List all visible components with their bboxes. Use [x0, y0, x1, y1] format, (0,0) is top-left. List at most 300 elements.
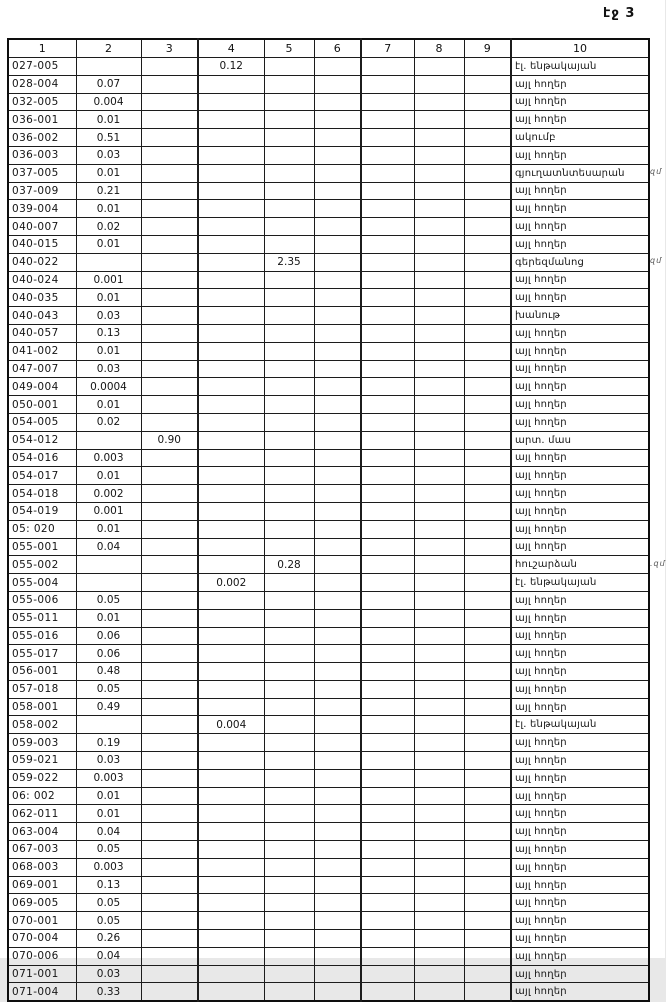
value-cell — [264, 538, 314, 556]
value-cell — [414, 324, 464, 342]
land-use-cell: այլ հողեր — [511, 218, 649, 236]
value-cell — [464, 467, 511, 485]
value-cell — [414, 378, 464, 396]
value-cell — [198, 378, 264, 396]
value-cell — [314, 235, 361, 253]
value-cell: 0.04 — [76, 538, 141, 556]
value-cell — [361, 734, 414, 752]
value-cell — [464, 983, 511, 1001]
table-row — [8, 164, 649, 182]
value-cell — [141, 485, 198, 503]
land-use-cell: գերեզմանոց — [511, 253, 649, 271]
value-cell — [361, 538, 414, 556]
value-cell — [464, 271, 511, 289]
value-cell — [198, 289, 264, 307]
value-cell — [141, 413, 198, 431]
value-cell — [264, 75, 314, 93]
value-cell — [414, 947, 464, 965]
value-cell: 0.01 — [76, 520, 141, 538]
value-cell — [314, 324, 361, 342]
value-cell — [414, 574, 464, 592]
value-cell — [264, 734, 314, 752]
land-use-cell: գյուղատնտեսարան — [511, 164, 649, 182]
parcel-code-cell: 039-004 — [8, 200, 76, 218]
value-cell — [141, 324, 198, 342]
table-row — [8, 698, 649, 716]
value-cell: 0.05 — [76, 591, 141, 609]
value-cell — [198, 520, 264, 538]
value-cell — [198, 698, 264, 716]
table-row — [8, 396, 649, 414]
value-cell — [264, 627, 314, 645]
land-use-cell: այլ հողեր — [511, 663, 649, 681]
value-cell — [414, 841, 464, 859]
value-cell — [264, 912, 314, 930]
parcel-code-cell: 059-021 — [8, 752, 76, 770]
land-use-cell: այլ հողեր — [511, 485, 649, 503]
land-use-cell: այլ հողեր — [511, 378, 649, 396]
value-cell — [314, 378, 361, 396]
land-use-cell: այլ հողեր — [511, 734, 649, 752]
value-cell — [141, 947, 198, 965]
value-cell — [414, 734, 464, 752]
table-row — [8, 75, 649, 93]
value-cell — [361, 200, 414, 218]
value-cell — [198, 360, 264, 378]
value-cell — [141, 574, 198, 592]
value-cell — [76, 58, 141, 76]
value-cell — [414, 431, 464, 449]
value-cell — [314, 413, 361, 431]
value-cell — [314, 752, 361, 770]
table-row — [8, 342, 649, 360]
value-cell — [464, 360, 511, 378]
value-cell — [464, 769, 511, 787]
parcel-code-cell: 040-057 — [8, 324, 76, 342]
value-cell: 0.01 — [76, 235, 141, 253]
value-cell — [414, 111, 464, 129]
value-cell — [264, 769, 314, 787]
value-cell — [141, 591, 198, 609]
value-cell — [141, 467, 198, 485]
value-cell — [414, 627, 464, 645]
value-cell — [314, 485, 361, 503]
value-cell — [141, 983, 198, 1001]
table-row — [8, 663, 649, 681]
value-cell — [198, 769, 264, 787]
value-cell: 0.003 — [76, 449, 141, 467]
value-cell — [198, 111, 264, 129]
value-cell — [464, 93, 511, 111]
land-use-cell: այլ հողեր — [511, 289, 649, 307]
value-cell — [198, 965, 264, 983]
value-cell — [314, 502, 361, 520]
value-cell — [361, 574, 414, 592]
land-use-cell: այլ հողեր — [511, 627, 649, 645]
value-cell — [141, 75, 198, 93]
value-cell: 0.06 — [76, 645, 141, 663]
value-cell — [264, 431, 314, 449]
value-cell — [414, 342, 464, 360]
value-cell — [141, 663, 198, 681]
land-use-cell: խանութ — [511, 307, 649, 325]
value-cell — [264, 235, 314, 253]
value-cell — [361, 75, 414, 93]
value-cell — [314, 93, 361, 111]
table-row — [8, 876, 649, 894]
table-row — [8, 502, 649, 520]
table-row — [8, 129, 649, 147]
value-cell — [314, 556, 361, 574]
value-cell — [314, 805, 361, 823]
value-cell — [361, 378, 414, 396]
value-cell — [361, 164, 414, 182]
value-cell — [141, 111, 198, 129]
parcel-code-cell: 070-001 — [8, 912, 76, 930]
value-cell — [141, 307, 198, 325]
value-cell: 0.01 — [76, 787, 141, 805]
value-cell — [414, 663, 464, 681]
value-cell — [198, 823, 264, 841]
value-cell — [314, 360, 361, 378]
value-cell: 0.13 — [76, 876, 141, 894]
value-cell — [198, 947, 264, 965]
table-row — [8, 716, 649, 734]
parcel-code-cell: 058-002 — [8, 716, 76, 734]
land-use-cell: այլ հողեր — [511, 680, 649, 698]
value-cell — [198, 841, 264, 859]
value-cell: 0.01 — [76, 805, 141, 823]
value-cell — [264, 947, 314, 965]
value-cell — [464, 218, 511, 236]
value-cell: 0.05 — [76, 680, 141, 698]
value-cell — [76, 574, 141, 592]
value-cell — [464, 663, 511, 681]
value-cell — [264, 360, 314, 378]
value-cell — [141, 805, 198, 823]
value-cell — [198, 431, 264, 449]
value-cell — [76, 253, 141, 271]
parcel-code-cell: 054-016 — [8, 449, 76, 467]
land-use-cell: ակումբ — [511, 129, 649, 147]
parcel-code-cell: 036-001 — [8, 111, 76, 129]
value-cell — [361, 947, 414, 965]
value-cell — [198, 396, 264, 414]
value-cell — [464, 858, 511, 876]
land-use-cell: այլ հողեր — [511, 983, 649, 1001]
value-cell — [414, 965, 464, 983]
value-cell — [464, 164, 511, 182]
table-row — [8, 930, 649, 948]
value-cell — [141, 858, 198, 876]
value-cell — [198, 912, 264, 930]
value-cell — [314, 947, 361, 965]
table-row — [8, 858, 649, 876]
value-cell — [141, 396, 198, 414]
table-row — [8, 769, 649, 787]
land-use-cell: այլ հողեր — [511, 502, 649, 520]
land-use-cell: այլ հողեր — [511, 360, 649, 378]
parcel-code-cell: 054-018 — [8, 485, 76, 503]
value-cell — [361, 752, 414, 770]
value-cell — [414, 467, 464, 485]
parcel-code-cell: 055-002 — [8, 556, 76, 574]
parcel-code-cell: 032-005 — [8, 93, 76, 111]
value-cell — [361, 485, 414, 503]
parcel-code-cell: 063-004 — [8, 823, 76, 841]
land-use-cell: այլ հողեր — [511, 342, 649, 360]
value-cell — [141, 164, 198, 182]
value-cell — [414, 164, 464, 182]
value-cell — [264, 574, 314, 592]
value-cell — [361, 680, 414, 698]
column-header: 2 — [76, 39, 141, 58]
value-cell — [141, 787, 198, 805]
value-cell — [464, 253, 511, 271]
value-cell — [314, 574, 361, 592]
table-row — [8, 324, 649, 342]
parcel-code-cell: 06: 002 — [8, 787, 76, 805]
value-cell — [464, 823, 511, 841]
value-cell: 0.06 — [76, 627, 141, 645]
parcel-code-cell: 071-004 — [8, 983, 76, 1001]
land-use-cell: այլ հողեր — [511, 413, 649, 431]
land-use-cell: էլ. ենթակայան — [511, 58, 649, 76]
page-number-label: էջ 3 — [603, 6, 636, 21]
value-cell — [361, 413, 414, 431]
value-cell — [361, 218, 414, 236]
value-cell — [264, 378, 314, 396]
value-cell: 0.003 — [76, 858, 141, 876]
value-cell — [198, 983, 264, 1001]
value-cell — [414, 93, 464, 111]
value-cell — [264, 894, 314, 912]
table-row — [8, 983, 649, 1001]
handwritten-margin-mark: զմ — [650, 167, 663, 176]
value-cell — [464, 502, 511, 520]
value-cell — [464, 235, 511, 253]
value-cell — [464, 894, 511, 912]
value-cell: 0.002 — [198, 574, 264, 592]
value-cell — [264, 787, 314, 805]
land-use-cell: այլ հողեր — [511, 752, 649, 770]
value-cell — [361, 823, 414, 841]
value-cell — [414, 413, 464, 431]
table-row — [8, 752, 649, 770]
land-use-cell: այլ հողեր — [511, 823, 649, 841]
value-cell — [264, 271, 314, 289]
land-use-cell: այլ հողեր — [511, 146, 649, 164]
table-row — [8, 431, 649, 449]
value-cell — [264, 609, 314, 627]
parcel-code-cell: 057-018 — [8, 680, 76, 698]
column-header: 9 — [464, 39, 511, 58]
parcel-code-cell: 040-007 — [8, 218, 76, 236]
value-cell: 0.51 — [76, 129, 141, 147]
parcel-code-cell: 067-003 — [8, 841, 76, 859]
value-cell — [464, 734, 511, 752]
value-cell: 0.05 — [76, 894, 141, 912]
value-cell — [198, 787, 264, 805]
value-cell — [361, 894, 414, 912]
value-cell — [141, 752, 198, 770]
table-row — [8, 520, 649, 538]
value-cell: 0.01 — [76, 342, 141, 360]
value-cell — [198, 894, 264, 912]
parcel-code-cell: 047-007 — [8, 360, 76, 378]
parcel-code-cell: 055-006 — [8, 591, 76, 609]
value-cell — [314, 769, 361, 787]
table-row — [8, 307, 649, 325]
value-cell — [414, 752, 464, 770]
value-cell — [361, 805, 414, 823]
parcel-code-cell: 062-011 — [8, 805, 76, 823]
value-cell — [264, 146, 314, 164]
value-cell — [361, 858, 414, 876]
value-cell — [264, 930, 314, 948]
value-cell: 0.33 — [76, 983, 141, 1001]
table-row — [8, 111, 649, 129]
value-cell — [464, 342, 511, 360]
column-header: 8 — [414, 39, 464, 58]
value-cell — [361, 93, 414, 111]
value-cell — [264, 218, 314, 236]
value-cell — [314, 218, 361, 236]
value-cell — [264, 342, 314, 360]
value-cell — [464, 485, 511, 503]
value-cell — [361, 663, 414, 681]
parcel-code-cell: 055-011 — [8, 609, 76, 627]
value-cell — [198, 324, 264, 342]
value-cell — [141, 823, 198, 841]
value-cell — [414, 538, 464, 556]
value-cell — [198, 449, 264, 467]
parcel-code-cell: 059-003 — [8, 734, 76, 752]
table-row — [8, 378, 649, 396]
table-row — [8, 556, 649, 574]
parcel-code-cell: 058-001 — [8, 698, 76, 716]
value-cell: 2.35 — [264, 253, 314, 271]
value-cell — [361, 253, 414, 271]
parcel-code-cell: 056-001 — [8, 663, 76, 681]
value-cell — [76, 556, 141, 574]
value-cell: 0.48 — [76, 663, 141, 681]
value-cell — [414, 556, 464, 574]
value-cell — [414, 805, 464, 823]
value-cell — [141, 698, 198, 716]
value-cell — [314, 75, 361, 93]
land-use-cell: այլ հողեր — [511, 876, 649, 894]
land-use-cell: այլ հողեր — [511, 235, 649, 253]
value-cell — [264, 164, 314, 182]
value-cell — [141, 556, 198, 574]
value-cell — [464, 947, 511, 965]
value-cell — [314, 716, 361, 734]
value-cell — [198, 271, 264, 289]
value-cell — [464, 413, 511, 431]
value-cell — [361, 58, 414, 76]
value-cell — [198, 75, 264, 93]
value-cell — [414, 645, 464, 663]
table-row — [8, 805, 649, 823]
value-cell — [198, 235, 264, 253]
parcel-code-cell: 041-002 — [8, 342, 76, 360]
value-cell — [361, 235, 414, 253]
land-use-cell: այլ հողեր — [511, 449, 649, 467]
value-cell — [198, 538, 264, 556]
value-cell — [414, 680, 464, 698]
value-cell — [464, 289, 511, 307]
value-cell: 0.01 — [76, 164, 141, 182]
parcel-code-cell: 070-006 — [8, 947, 76, 965]
table-row — [8, 413, 649, 431]
parcel-code-cell: 068-003 — [8, 858, 76, 876]
value-cell — [464, 805, 511, 823]
value-cell — [198, 485, 264, 503]
value-cell — [464, 520, 511, 538]
table-body — [8, 58, 649, 1002]
value-cell — [414, 716, 464, 734]
table-row — [8, 947, 649, 965]
value-cell: 0.01 — [76, 396, 141, 414]
value-cell — [361, 930, 414, 948]
value-cell — [361, 502, 414, 520]
table-row — [8, 680, 649, 698]
value-cell: 0.04 — [76, 823, 141, 841]
land-use-cell: այլ հողեր — [511, 645, 649, 663]
value-cell: 0.13 — [76, 324, 141, 342]
value-cell — [464, 965, 511, 983]
value-cell — [464, 324, 511, 342]
value-cell — [141, 253, 198, 271]
value-cell: 0.04 — [76, 947, 141, 965]
table-row — [8, 146, 649, 164]
value-cell — [361, 360, 414, 378]
value-cell — [314, 876, 361, 894]
value-cell — [314, 271, 361, 289]
value-cell — [414, 591, 464, 609]
value-cell — [76, 716, 141, 734]
value-cell — [414, 698, 464, 716]
value-cell — [264, 307, 314, 325]
value-cell — [314, 841, 361, 859]
value-cell — [264, 645, 314, 663]
value-cell — [414, 894, 464, 912]
value-cell — [141, 235, 198, 253]
value-cell — [314, 111, 361, 129]
parcel-code-cell: 071-001 — [8, 965, 76, 983]
value-cell — [264, 983, 314, 1001]
value-cell — [314, 307, 361, 325]
table-header — [8, 39, 649, 58]
value-cell — [76, 431, 141, 449]
value-cell — [464, 129, 511, 147]
value-cell — [314, 164, 361, 182]
value-cell — [414, 200, 464, 218]
value-cell — [198, 609, 264, 627]
value-cell — [141, 360, 198, 378]
table-row — [8, 841, 649, 859]
column-header: 7 — [361, 39, 414, 58]
parcel-code-cell: 036-002 — [8, 129, 76, 147]
value-cell — [141, 538, 198, 556]
table-row — [8, 609, 649, 627]
land-use-cell: այլ հողեր — [511, 858, 649, 876]
value-cell — [198, 253, 264, 271]
value-cell — [361, 467, 414, 485]
value-cell: 0.001 — [76, 271, 141, 289]
value-cell — [264, 752, 314, 770]
